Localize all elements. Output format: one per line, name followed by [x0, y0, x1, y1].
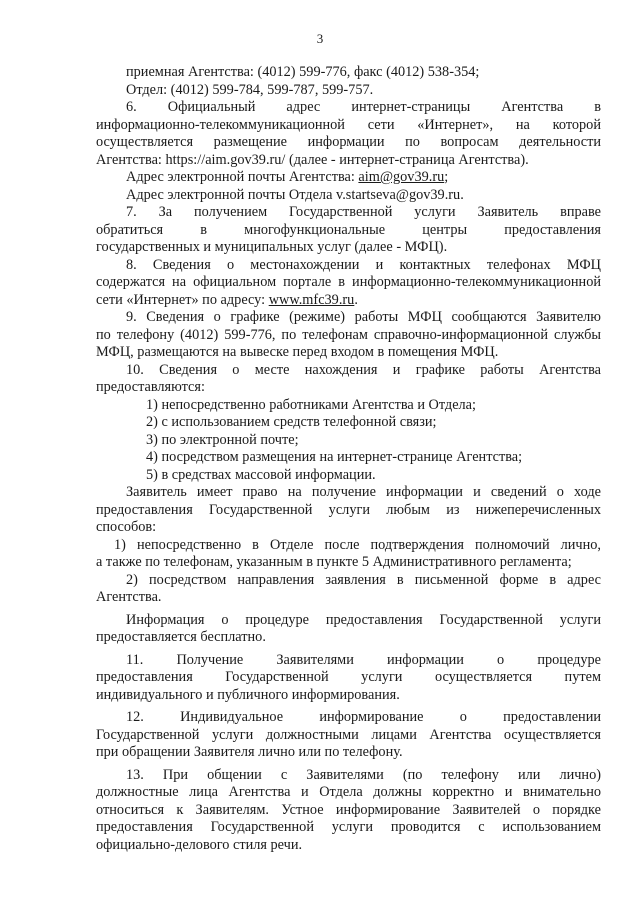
paragraph-13-line: 13. При общении с Заявителями (по телефону или лично) [126, 766, 601, 783]
text-line: приемная Агентства: (4012) 599-776, факс (4012) 538-354; [126, 64, 480, 80]
text-line: Агентства: https://aim.gov39.ru/ (далее - интернет-страница Агентства). [96, 151, 529, 168]
text-line: должностные лица Агентства и Отдела должны корректно и внимательно [96, 784, 601, 800]
text-line: а также по телефонам, указанным в пункте 5 Административного регламента; [96, 554, 572, 570]
mfc-site-line [96, 292, 601, 310]
text-line: МФЦ, размещаются на вывеске перед входом в помещения МФЦ. [96, 344, 499, 360]
text-line: относиться к Заявителям. Устное информирование Заявителей о порядке [96, 801, 601, 818]
list-item: 2) посредством направления заявления в письменной форме в адрес [126, 571, 601, 588]
text-line: предоставляется бесплатно. [96, 629, 266, 645]
list-item: 1) непосредственно в Отделе после подтверждения полномочий лично, [114, 536, 601, 553]
text-line: Отдел: (4012) 599-784, 599-787, 599-757. [126, 81, 374, 98]
text-line: по телефону (4012) 599-776, по телефонам справочно-информационной службы [96, 326, 601, 343]
text-line: Информация о процедуре предоставления Государственной услуги [126, 611, 601, 628]
mfc-site-link[interactable]: www.mfc39.ru [268, 291, 355, 308]
page-number: 3 [316, 31, 324, 46]
paragraph-7-line: 7. За получением Государственной услуги Заявитель вправе [126, 204, 601, 220]
text-segment: . [354, 291, 358, 308]
text-line: предоставляются: [96, 379, 205, 395]
text-line: при обращении Заявителя лично или по телефону. [96, 744, 403, 760]
text-line: Агентства. [96, 589, 162, 605]
paragraph-11-line: 11. Получение Заявителями информации о процедуре [126, 651, 601, 668]
text-line: осуществляется размещение информации по вопросам деятельности [96, 134, 601, 150]
list-item: 4) посредством размещения на интернет-странице Агентства; [146, 449, 523, 465]
email-agency-line [96, 169, 601, 187]
list-item: 5) в средствах массовой информации. [146, 466, 376, 483]
text-segment: сети «Интернет» по адресу: [96, 291, 269, 308]
text-line: Государственной услуги должностными лицами Агентства осуществляется [96, 726, 601, 743]
text-line: информационно-телекоммуникационной сети «Интернет», на которой [96, 116, 601, 133]
list-item: 2) с использованием средств телефонной связи; [146, 414, 437, 430]
text-line: содержатся на официальном портале в информационно-телекоммуникационной [96, 274, 601, 290]
text-line: предоставления Государственной услуги осуществляется путем [96, 669, 601, 685]
document-body [96, 64, 601, 854]
text-line: Заявитель имеет право на получение информации и сведений о ходе [126, 484, 601, 500]
text-line: способов: [96, 519, 157, 535]
text-line: индивидуального и публичного информирования. [96, 686, 400, 703]
text-line: государственных и муниципальных услуг (далее - МФЦ). [96, 239, 448, 255]
paragraph-6-line: 6. Официальный адрес интернет-страницы Агентства в [126, 99, 601, 115]
text-line: предоставления Государственной услуги проводится с использованием [96, 819, 601, 835]
paragraph-10-line: 10. Сведения о месте нахождения и графике работы Агентства [126, 361, 601, 378]
text-segment: ; [444, 169, 449, 185]
text-line: обратиться в многофункциональные центры предоставления [96, 221, 601, 238]
list-item: 1) непосредственно работниками Агентства и Отдела; [146, 396, 476, 413]
paragraph-12-line: 12. Индивидуальное информирование о предоставлении [126, 709, 601, 725]
text-line: официально-делового стиля речи. [96, 836, 303, 853]
list-item: 3) по электронной почте; [146, 431, 299, 448]
agency-email-link[interactable]: aim@gov39.ru [358, 169, 445, 185]
text-segment: Адрес электронной почты Агентства: [126, 169, 359, 185]
text-line: предоставления Государственной услуги любым из нижеперечисленных [96, 501, 601, 518]
paragraph-9-line: 9. Сведения о графике (режиме) работы МФЦ сообщаются Заявителю [126, 309, 601, 325]
paragraph-8-line: 8. Сведения о местонахождении и контактных телефонах МФЦ [126, 256, 601, 273]
email-department-line: Адрес электронной почты Отдела v.startseva@gov39.ru. [126, 186, 464, 203]
